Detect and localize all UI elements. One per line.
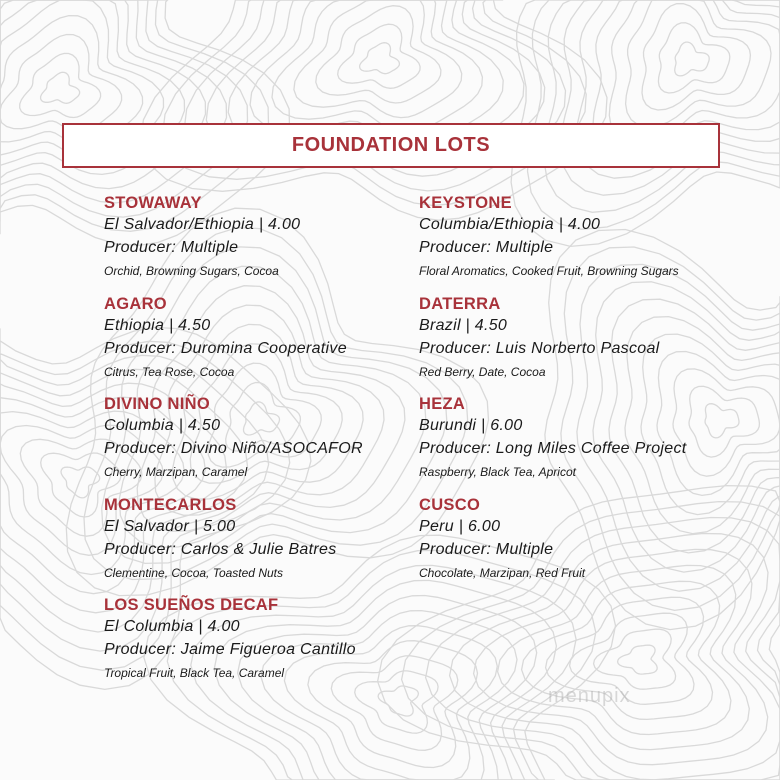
menu-item-name: LOS SUEÑOS DECAF	[104, 596, 279, 614]
contour-line	[294, 0, 462, 118]
menu-item-producer: Producer: Luis Norberto Pascoal	[419, 339, 660, 357]
menu-item-origin: El Salvador | 5.00	[104, 517, 236, 535]
menu-item-producer: Producer: Multiple	[419, 540, 554, 558]
menu-item-origin: Ethiopia | 4.50	[104, 316, 211, 334]
right-column	[419, 193, 759, 595]
menu-item-origin: El Salvador/Ethiopia | 4.00	[104, 216, 301, 233]
menu-item-name: CUSCO	[419, 495, 481, 514]
menu-item-producer: Producer: Long Miles Coffee Project	[419, 440, 687, 457]
menu-item-notes: Red Berry, Date, Cocoa	[419, 364, 546, 379]
contour-line	[141, 0, 607, 220]
menu-item-notes: Floral Aromatics, Cooked Fruit, Browning Sugars	[419, 264, 679, 278]
menu-item-origin: Columbia/Ethiopia | 4.00	[419, 216, 601, 233]
section-title: FOUNDATION LOTS	[291, 134, 491, 156]
contour-line	[658, 23, 729, 93]
menu-item-notes: Orchid, Browning Sugars, Cocoa	[104, 264, 279, 278]
menu-item-producer: Producer: Divino Niño/ASOCAFOR	[104, 440, 363, 457]
menu-item-name: HEZA	[419, 395, 466, 413]
menu-item-producer: Producer: Multiple	[104, 239, 239, 256]
menu-item-name: AGARO	[104, 294, 167, 313]
menu-item-origin: Brazil | 4.50	[419, 316, 508, 334]
contour-line	[618, 645, 658, 674]
menu-item-name: KEYSTONE	[419, 194, 512, 212]
contour-line	[360, 43, 400, 74]
contour-line	[0, 35, 122, 132]
menu-item-origin: Peru | 6.00	[419, 517, 501, 535]
menu-item	[419, 193, 759, 294]
contour-line	[0, 0, 248, 217]
contour-line	[544, 0, 780, 212]
contour-line	[642, 4, 750, 110]
menu-item	[419, 294, 759, 395]
menu-item-origin: Columbia | 4.50	[104, 417, 221, 434]
menu-item-notes: Citrus, Tea Rose, Cocoa	[104, 364, 235, 379]
menu-item	[104, 495, 444, 596]
section-title-box	[62, 123, 720, 168]
menu-item	[104, 394, 444, 495]
menu-item	[104, 294, 444, 395]
contour-line	[675, 42, 710, 76]
menu-item-notes: Cherry, Marzipan, Caramel	[104, 465, 248, 479]
menu-item-producer: Producer: Jaime Figueroa Cantillo	[104, 641, 356, 658]
left-column	[104, 193, 444, 696]
menu-item-name: DATERRA	[419, 294, 501, 313]
menu-item-name: STOWAWAY	[104, 194, 202, 212]
menu-item	[104, 595, 444, 696]
menu-item-producer: Producer: Duromina Cooperative	[104, 339, 347, 357]
menu-item-notes: Raspberry, Black Tea, Apricot	[419, 465, 576, 479]
watermark: menupix	[548, 685, 631, 707]
menu-item-name: MONTECARLOS	[104, 495, 237, 514]
menu-item	[104, 193, 444, 294]
menu-item	[419, 495, 759, 596]
contour-line	[41, 72, 80, 103]
menu-item	[419, 394, 759, 495]
menu-item-notes: Tropical Fruit, Black Tea, Caramel	[104, 666, 285, 680]
menu-item-notes: Chocolate, Marzipan, Red Fruit	[419, 565, 586, 580]
menu-item-notes: Clementine, Cocoa, Toasted Nuts	[104, 565, 283, 580]
menu-item-producer: Producer: Carlos & Julie Batres	[104, 540, 337, 558]
menu-item-origin: El Columbia | 4.00	[104, 618, 240, 635]
contour-line	[272, 0, 482, 132]
menu-item-name: DIVINO NIÑO	[104, 395, 210, 413]
contour-line	[338, 24, 420, 88]
menu-item-producer: Producer: Multiple	[419, 239, 554, 256]
menu-item-origin: Burundi | 6.00	[419, 417, 523, 434]
contour-line	[594, 629, 676, 689]
